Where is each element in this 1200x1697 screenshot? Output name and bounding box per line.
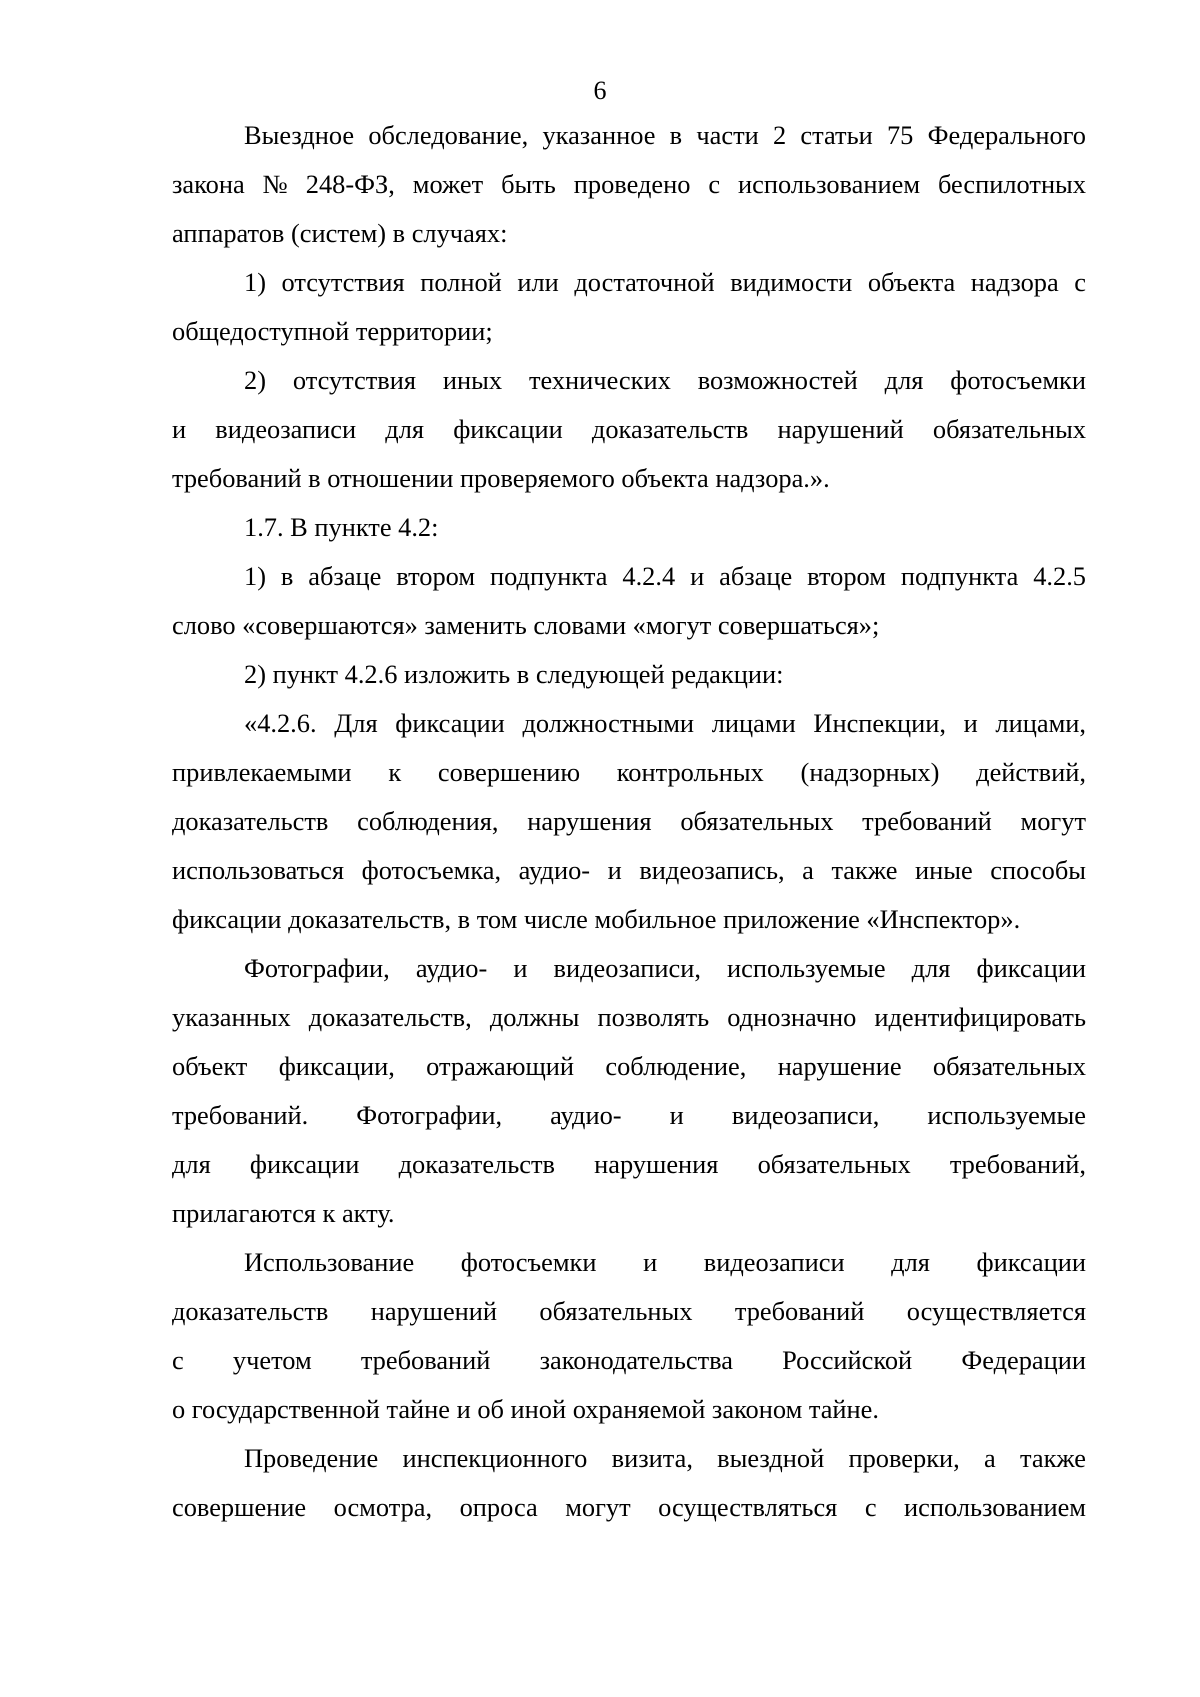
text-line: и видеозаписи для фиксации доказательств нарушений обязательных xyxy=(172,414,1086,444)
paragraph xyxy=(172,111,1086,258)
text-line: закона № 248-ФЗ, может быть проведено с использованием беспилотных xyxy=(172,169,1086,199)
text-line: «4.2.6. Для фиксации должностными лицами Инспекции, и лицами, xyxy=(244,708,1086,738)
paragraph xyxy=(172,1238,1086,1434)
text-line: 1) отсутствия полной или достаточной видимости объекта надзора с xyxy=(244,267,1086,297)
paragraph xyxy=(172,650,1086,699)
text-line: с учетом требований законодательства Российской Федерации xyxy=(172,1345,1086,1375)
text-line: о государственной тайне и об иной охраняемой законом тайне. xyxy=(172,1394,879,1424)
paragraph xyxy=(172,699,1086,944)
text-line: слово «совершаются» заменить словами «могут совершаться»; xyxy=(172,610,880,640)
text-line: 1) в абзаце втором подпункта 4.2.4 и абзаце втором подпункта 4.2.5 xyxy=(244,561,1086,591)
text-line: указанных доказательств, должны позволять однозначно идентифицировать xyxy=(172,1002,1086,1032)
text-line: Проведение инспекционного визита, выездной проверки, а также xyxy=(244,1443,1086,1473)
text-line: 2) пункт 4.2.6 изложить в следующей редакции: xyxy=(244,659,784,689)
text-line: совершение осмотра, опроса могут осуществляться с использованием xyxy=(172,1492,1086,1522)
text-line: Использование фотосъемки и видеозаписи для фиксации xyxy=(244,1247,1086,1277)
paragraph xyxy=(172,944,1086,1238)
paragraph xyxy=(172,503,1086,552)
paragraph xyxy=(172,356,1086,503)
paragraph xyxy=(172,552,1086,650)
text-line: использоваться фотосъемка, аудио- и видеозапись, а также иные способы xyxy=(172,855,1086,885)
paragraph xyxy=(172,258,1086,356)
text-line: общедоступной территории; xyxy=(172,316,493,346)
document-body xyxy=(172,111,1086,1532)
text-line: доказательств соблюдения, нарушения обязательных требований могут xyxy=(172,806,1086,836)
text-line: для фиксации доказательств нарушения обязательных требований, xyxy=(172,1149,1086,1179)
text-line: прилагаются к акту. xyxy=(172,1198,395,1228)
text-line: объект фиксации, отражающий соблюдение, нарушение обязательных xyxy=(172,1051,1086,1081)
text-line: 1.7. В пункте 4.2: xyxy=(244,512,439,542)
text-line: аппаратов (систем) в случаях: xyxy=(172,218,508,248)
text-line: Фотографии, аудио- и видеозаписи, используемые для фиксации xyxy=(244,953,1086,983)
text-line: Выездное обследование, указанное в части 2 статьи 75 Федерального xyxy=(244,120,1086,150)
text-line: требований в отношении проверяемого объекта надзора.». xyxy=(172,463,830,493)
text-line: фиксации доказательств, в том числе мобильное приложение «Инспектор». xyxy=(172,904,1021,934)
paragraph xyxy=(172,1434,1086,1532)
page-number: 6 xyxy=(593,76,607,105)
text-line: требований. Фотографии, аудио- и видеозаписи, используемые xyxy=(172,1100,1086,1130)
text-line: 2) отсутствия иных технических возможностей для фотосъемки xyxy=(244,365,1086,395)
text-line: привлекаемыми к совершению контрольных (надзорных) действий, xyxy=(172,757,1086,787)
text-line: доказательств нарушений обязательных требований осуществляется xyxy=(172,1296,1086,1326)
